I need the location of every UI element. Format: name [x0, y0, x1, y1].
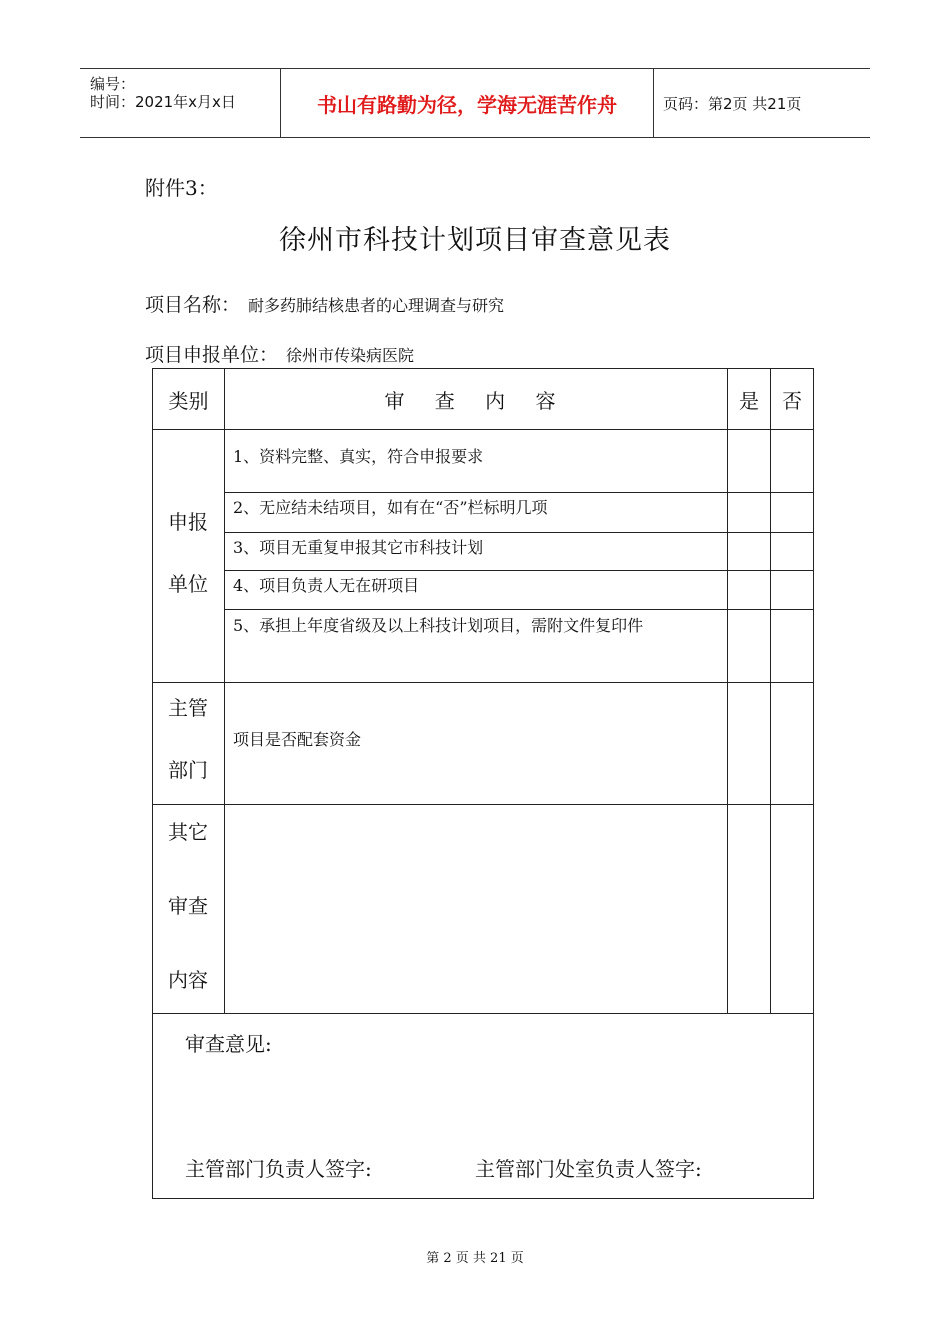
document-title: 徐州市科技计划项目审查意见表	[279, 225, 671, 256]
category-applicant-line2: 单位	[168, 572, 208, 596]
header-category: 类别	[168, 388, 209, 413]
review-item: 2、无应结未结项目，如有在“否”栏标明几项	[233, 498, 548, 517]
review-item: 3、项目无重复申报其它市科技计划	[233, 538, 484, 557]
attachment-label: 附件3：	[145, 176, 218, 200]
signature-dept-head: 主管部门负责人签字:	[185, 1157, 372, 1181]
header-no: 否	[782, 388, 802, 413]
row-divider	[153, 429, 813, 430]
category-other-line2: 审查	[168, 894, 208, 918]
project-name-row	[145, 290, 504, 317]
row-divider	[153, 804, 813, 805]
category-other-line1: 其它	[168, 820, 208, 844]
project-unit-label: 项目申报单位：	[145, 344, 279, 366]
page-header	[80, 68, 870, 138]
row-divider	[153, 1013, 813, 1014]
code-label: 编号：	[90, 75, 136, 93]
header-content: 审 查 内 容	[384, 388, 568, 413]
time-label: 时间：2021年x月x日	[90, 93, 236, 111]
page-footer: 第 2 页 共 21 页	[426, 1251, 524, 1266]
page-info: 页码：第2页 共21页	[663, 94, 802, 113]
review-item: 4、项目负责人无在研项目	[233, 576, 420, 595]
col-divider	[770, 369, 771, 1013]
signature-office-head: 主管部门处室负责人签字:	[475, 1157, 702, 1181]
category-supervisor-line1: 主管	[168, 696, 208, 720]
col-divider	[727, 369, 728, 1013]
category-other-line3: 内容	[168, 968, 208, 992]
review-item: 5、承担上年度省级及以上科技计划项目，需附文件复印件	[233, 616, 644, 635]
col-divider	[224, 369, 225, 1013]
project-name-value: 耐多药肺结核患者的心理调查与研究	[248, 296, 505, 315]
opinion-label: 审查意见:	[185, 1032, 272, 1056]
header-meta	[80, 69, 281, 137]
review-table	[152, 368, 814, 1199]
review-item: 1、资料完整、真实，符合申报要求	[233, 447, 484, 466]
motto: 书山有路勤为径，学海无涯苦作舟	[281, 69, 654, 137]
project-unit-value: 徐州市传染病医院	[286, 346, 415, 365]
category-applicant-line1: 申报	[168, 510, 208, 534]
header-yes: 是	[739, 388, 759, 413]
review-item: 项目是否配套资金	[233, 730, 362, 749]
category-supervisor-line2: 部门	[168, 758, 208, 782]
project-name-label: 项目名称：	[145, 294, 241, 316]
project-unit-row	[145, 340, 414, 367]
row-divider	[153, 682, 813, 683]
